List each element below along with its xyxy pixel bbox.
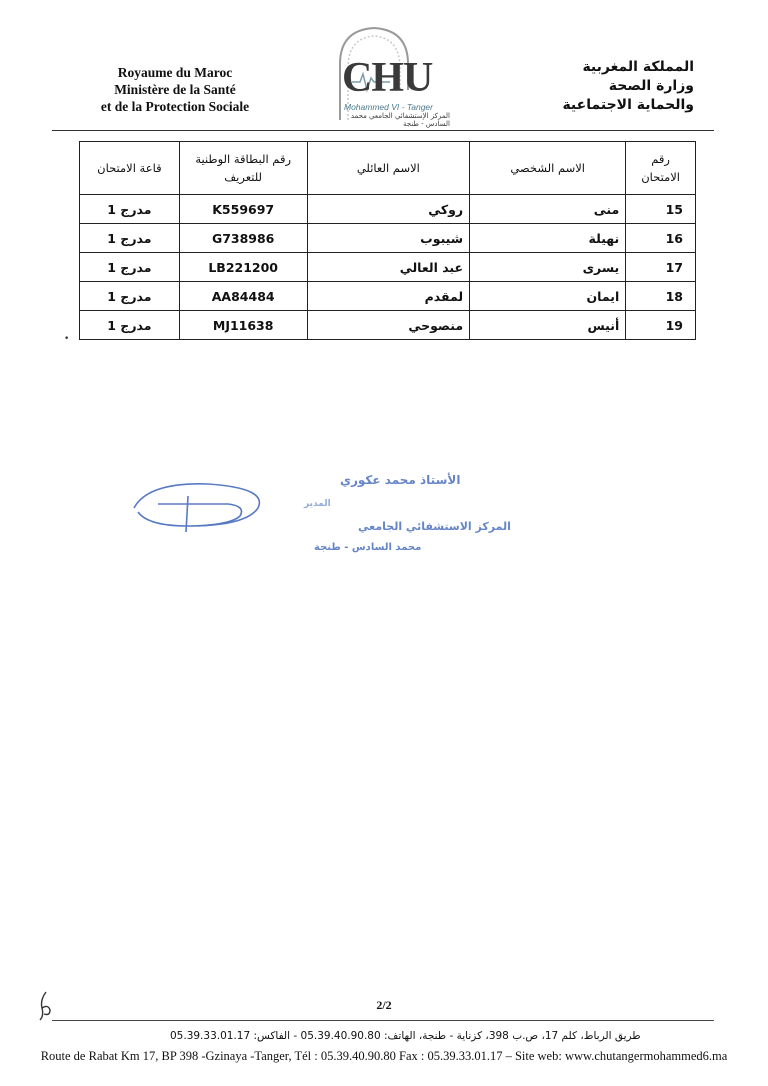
col-header-last-name: الاسم العائلي xyxy=(307,142,469,195)
table-row xyxy=(80,311,696,340)
director-stamp-signature xyxy=(128,468,511,568)
col-header-national-id: رقم البطاقة الوطنية للتعريف xyxy=(179,142,307,195)
cell-exam-number: 16 xyxy=(626,224,696,253)
header-line: والحماية الاجتماعية xyxy=(562,97,694,113)
footer-divider xyxy=(52,1020,714,1021)
signature-icon xyxy=(128,468,511,568)
cell-first-name: يسرى xyxy=(470,253,626,282)
header-line: وزارة الصحة xyxy=(608,78,694,94)
cell-exam-hall: مدرج 1 xyxy=(80,195,180,224)
cell-last-name: شيبوب xyxy=(307,224,469,253)
svg-text:المركز الاستشفائي الجامعي: المركز الاستشفائي الجامعي xyxy=(358,520,511,533)
cell-national-id: AA84484 xyxy=(179,282,307,311)
table-row xyxy=(80,224,696,253)
cell-exam-hall: مدرج 1 xyxy=(80,311,180,340)
logo-mark: CHU xyxy=(342,55,433,101)
candidate-table xyxy=(79,141,696,340)
cell-last-name: لمقدم xyxy=(307,282,469,311)
table-row xyxy=(80,253,696,282)
cell-exam-number: 17 xyxy=(626,253,696,282)
logo-subtitle-ar: المركز الإستشفائي الجامعي محمد السادس - طنجة xyxy=(350,112,450,128)
cell-first-name: ايمان xyxy=(470,282,626,311)
header-line: Royaume du Maroc xyxy=(117,65,233,80)
svg-text:محمد السادس - طنجة: محمد السادس - طنجة xyxy=(314,542,422,553)
footer-address-fr: Route de Rabat Km 17, BP 398 -Gzinaya -Tanger, Tél : 05.39.40.90.80 Fax : 05.39.33.01.17 – Site web: www.chutangermohammed6.ma xyxy=(40,1049,728,1063)
header-line: المملكة المغربية xyxy=(582,59,694,75)
chu-logo xyxy=(330,24,450,126)
cell-first-name: أنيس xyxy=(470,311,626,340)
header-line: et de la Protection Sociale xyxy=(100,99,250,114)
header-divider xyxy=(52,130,714,131)
table-row xyxy=(80,282,696,311)
cell-last-name: منصوحي xyxy=(307,311,469,340)
col-header-exam-number: رقم الامتحان xyxy=(626,142,696,195)
cell-exam-number: 15 xyxy=(626,195,696,224)
ministry-header-ar xyxy=(494,58,694,115)
cell-national-id: MJ11638 xyxy=(179,311,307,340)
cell-exam-hall: مدرج 1 xyxy=(80,282,180,311)
cell-exam-hall: مدرج 1 xyxy=(80,253,180,282)
cell-first-name: منى xyxy=(470,195,626,224)
svg-text:المدير: المدير xyxy=(304,499,331,509)
header-line: Ministère de la Santé xyxy=(114,82,236,97)
svg-text:الأستاذ محمد عكوري: الأستاذ محمد عكوري xyxy=(340,473,461,487)
page-number: 2/2 xyxy=(376,998,392,1012)
cell-national-id: G738986 xyxy=(179,224,307,253)
margin-mark: • xyxy=(64,334,70,344)
cell-exam-hall: مدرج 1 xyxy=(80,224,180,253)
col-header-exam-hall: قاعة الامتحان xyxy=(80,142,180,195)
cell-first-name: نهيلة xyxy=(470,224,626,253)
cell-last-name: روكي xyxy=(307,195,469,224)
cell-last-name: عبد العالي xyxy=(307,253,469,282)
logo-subtitle: Mohammed VI - Tanger xyxy=(344,102,433,112)
ministry-header-fr xyxy=(60,64,290,115)
cell-exam-number: 18 xyxy=(626,282,696,311)
table-row xyxy=(80,195,696,224)
cell-national-id: LB221200 xyxy=(179,253,307,282)
footer-address-ar: طريق الرباط، كلم 17، ص.ب 398، كزناية - طنجة، الهاتف: 05.39.40.90.80 - الفاكس: 05.39.33.01.17 xyxy=(170,1030,641,1042)
col-header-first-name: الاسم الشخصي xyxy=(470,142,626,195)
cell-exam-number: 19 xyxy=(626,311,696,340)
cell-national-id: K559697 xyxy=(179,195,307,224)
table-header-row xyxy=(80,142,696,195)
